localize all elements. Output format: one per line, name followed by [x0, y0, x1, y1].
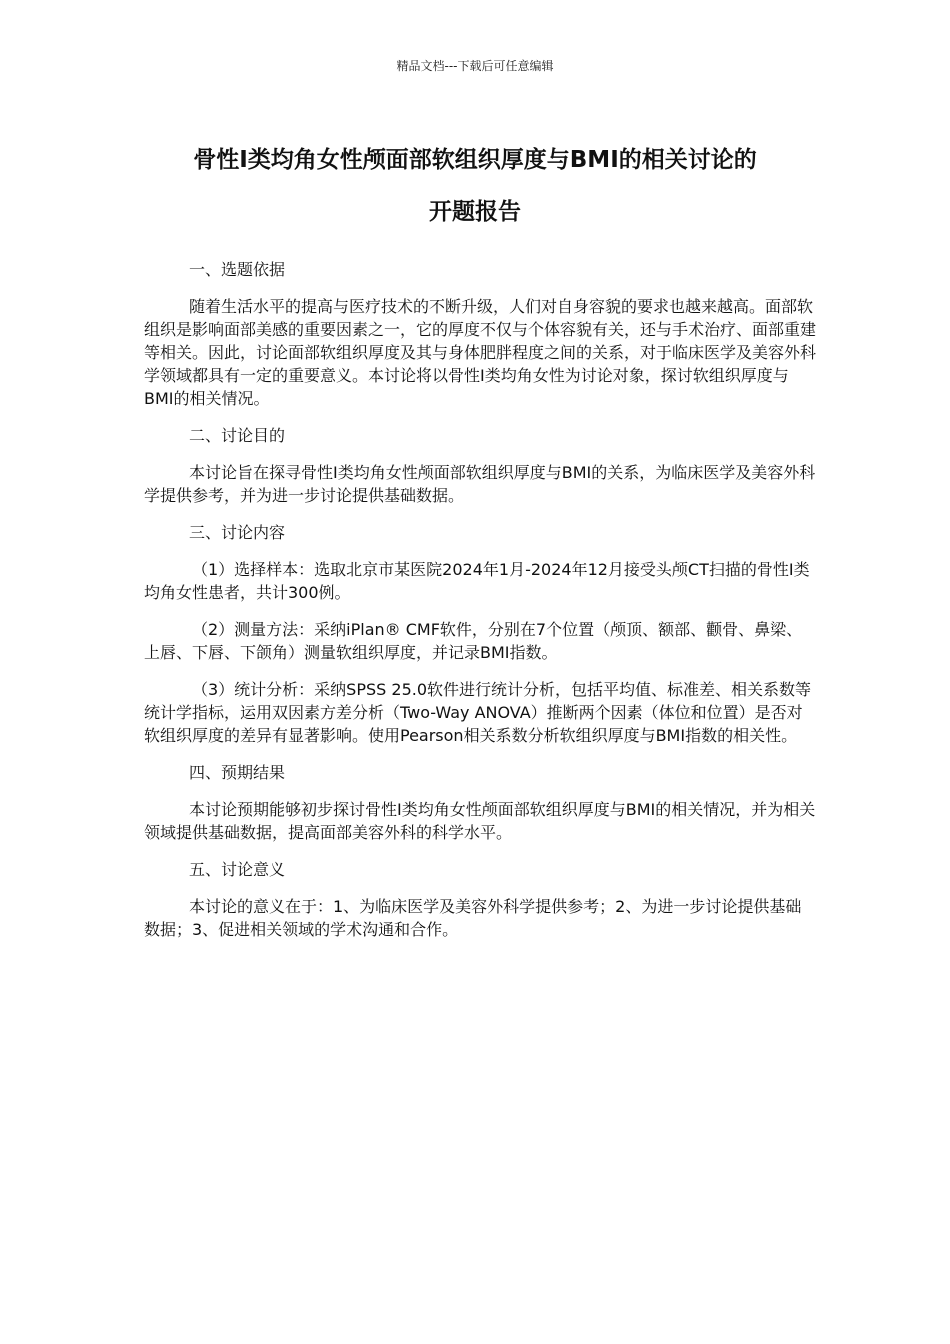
section-heading: 四、预期结果 — [189, 763, 286, 782]
section-heading: 二、讨论目的 — [189, 426, 286, 445]
title-line-1: 骨性Ⅰ类均角女性颅面部软组织厚度与BMI的相关讨论的 — [193, 147, 757, 173]
document-body — [144, 258, 816, 955]
section-basis — [144, 258, 816, 410]
section-paragraph: 本讨论预期能够初步探讨骨性Ⅰ类均角女性颅面部软组织厚度与BMI的相关情况，并为相关领域提供基础数据，提高面部美容外科的科学水平。 — [144, 800, 816, 842]
content-item-method: （2）测量方法：采纳iPlan® CMF软件，分别在7个位置（颅顶、额部、颧骨、鼻梁、上唇、下唇、下颌角）测量软组织厚度，并记录BMI指数。 — [144, 620, 803, 662]
section-paragraph: 本讨论旨在探寻骨性Ⅰ类均角女性颅面部软组织厚度与BMI的关系，为临床医学及美容外科学提供参考，并为进一步讨论提供基础数据。 — [144, 463, 816, 505]
content-item-sample: （1）选择样本：选取北京市某医院2024年1月-2024年12月接受头颅CT扫描的骨性Ⅰ类均角女性患者，共计300例。 — [144, 560, 810, 602]
section-heading: 五、讨论意义 — [189, 860, 286, 879]
section-content — [144, 521, 816, 747]
section-paragraph: 本讨论的意义在于：1、为临床医学及美容外科学提供参考；2、为进一步讨论提供基础数据；3、促进相关领域的学术沟通和合作。 — [144, 897, 802, 939]
section-expected-results — [144, 761, 816, 844]
title-line-2: 开题报告 — [429, 199, 521, 225]
section-heading: 一、选题依据 — [189, 260, 286, 279]
content-item-statistics: （3）统计分析：采纳SPSS 25.0软件进行统计分析，包括平均值、标准差、相关系数等统计学指标，运用双因素方差分析（Two-Way ANOVA）推断两个因素（体位和位置）是否对软组织厚度的差异有显著影响。使用Pearson相关系数分析软组织厚度与BMI指数的相关性。 — [144, 680, 812, 745]
section-significance — [144, 858, 816, 941]
section-heading: 三、讨论内容 — [189, 523, 286, 542]
section-purpose — [144, 424, 816, 507]
document-title — [143, 134, 807, 238]
header-note: 精品文档---下载后可任意编辑 — [396, 59, 554, 73]
section-paragraph: 随着生活水平的提高与医疗技术的不断升级，人们对自身容貌的要求也越来越高。面部软组织是影响面部美感的重要因素之一，它的厚度不仅与个体容貌有关，还与手术治疗、面部重建等相关。因此，讨论面部软组织厚度及其与身体肥胖程度之间的关系，对于临床医学及美容外科学领域都具有一定的重要意义。本讨论将以骨性Ⅰ类均角女性为讨论对象，探讨软组织厚度与BMI的相关情况。 — [144, 297, 817, 408]
